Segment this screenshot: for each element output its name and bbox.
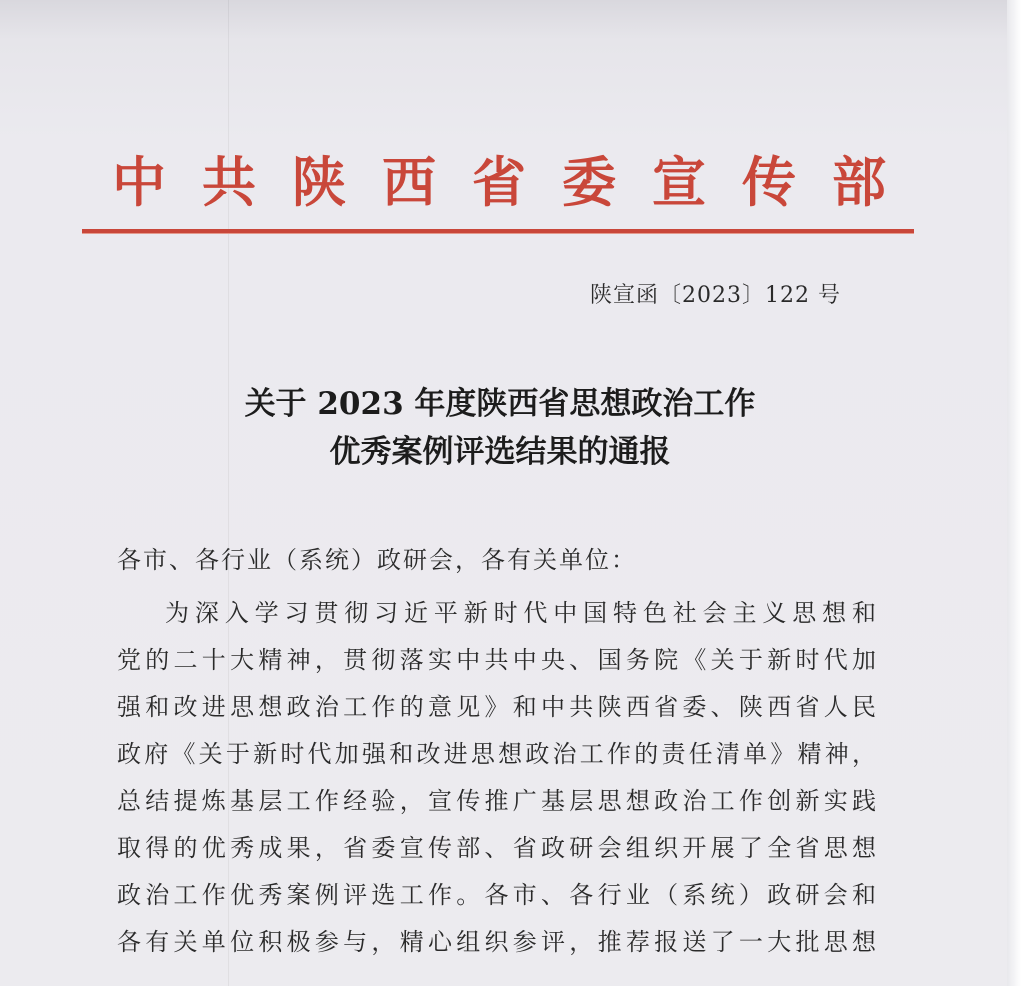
page-edge (1007, 0, 1021, 986)
letterhead-char: 西 (382, 151, 436, 214)
body-line: 取得的优秀成果，省委宣传部、省政研会组织开展了全省思想 (117, 834, 877, 862)
body-line: 政府《关于新时代加强和改进思想政治工作的责任清单》精神， (117, 740, 877, 768)
letterhead-char: 中 (112, 151, 166, 214)
letterhead-organization (84, 148, 914, 218)
letterhead-char: 陕 (292, 151, 346, 214)
body-line: 政治工作优秀案例评选工作。各市、各行业（系统）政研会和 (117, 881, 877, 909)
document-title (100, 380, 900, 476)
title-line-2: 优秀案例评选结果的通报 (329, 434, 671, 470)
letterhead-char: 传 (742, 151, 796, 214)
body-line: 为深入学习贯彻习近平新时代中国特色社会主义思想和 (165, 599, 877, 627)
letterhead-char: 委 (562, 151, 616, 214)
letterhead-red-rule (82, 229, 914, 234)
salutation: 各市、各行业（系统）政研会，各有关单位： (117, 546, 637, 574)
letterhead-char: 共 (202, 151, 256, 214)
title-line-1: 关于 2023 年度陕西省思想政治工作 (244, 386, 756, 422)
body-line: 各有关单位积极参与，精心组织参评，推荐报送了一大批思想 (117, 928, 877, 956)
body-line: 党的二十大精神，贯彻落实中共中央、国务院《关于新时代加 (117, 646, 877, 674)
body-paragraph (117, 590, 877, 966)
body-line: 总结提炼基层工作经验，宣传推广基层思想政治工作创新实践 (117, 787, 877, 815)
letterhead-char: 部 (832, 151, 886, 214)
letterhead-char: 省 (472, 151, 526, 214)
letterhead-char: 宣 (652, 151, 706, 214)
document-number: 陕宣函〔2023〕122 号 (590, 283, 841, 308)
body-line: 强和改进思想政治工作的意见》和中共陕西省委、陕西省人民 (117, 693, 877, 721)
